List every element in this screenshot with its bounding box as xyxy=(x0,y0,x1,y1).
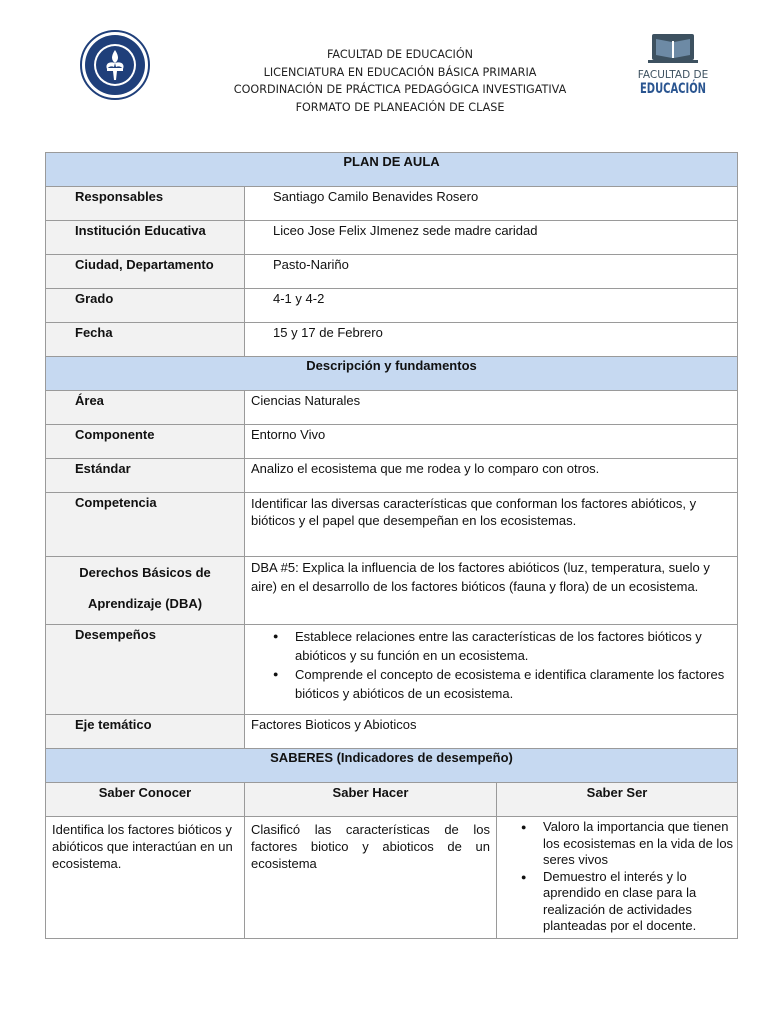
desc-label-competencia: Competencia xyxy=(46,493,245,557)
desc-label-area: Área xyxy=(46,391,245,425)
info-row xyxy=(46,289,738,323)
eje-value: Factores Bioticos y Abioticos xyxy=(245,715,738,749)
info-value-fecha: 15 y 17 de Febrero xyxy=(245,323,738,357)
info-label-ciudad: Ciudad, Departamento xyxy=(46,255,245,289)
info-value-ciudad: Pasto-Nariño xyxy=(245,255,738,289)
info-label-institucion: Institución Educativa xyxy=(46,221,245,255)
info-value-grado: 4-1 y 4-2 xyxy=(245,289,738,323)
saber-conocer-text: Identifica los factores bióticos y abióticos que interactúan en un ecosistema. xyxy=(46,817,245,939)
desc-row xyxy=(46,391,738,425)
facultad-educacion-logo xyxy=(637,30,733,110)
eje-label: Eje temático xyxy=(46,715,245,749)
info-label-grado: Grado xyxy=(46,289,245,323)
list-item: ● Establece relaciones entre las características de los factores bióticos y abióticos y su función en un ecosistema. xyxy=(295,627,737,665)
section-header-row xyxy=(46,749,738,783)
saber-hacer-header: Saber Hacer xyxy=(245,783,497,817)
info-label-responsables: Responsables xyxy=(46,187,245,221)
section-saberes-title: SABERES (Indicadores de desempeño) xyxy=(46,749,738,783)
info-row xyxy=(46,187,738,221)
info-value-institucion: Liceo Jose Felix JImenez sede madre caridad xyxy=(245,221,738,255)
info-row xyxy=(46,221,738,255)
desc-value-area: Ciencias Naturales xyxy=(245,391,738,425)
info-row xyxy=(46,255,738,289)
list-item: ● Comprende el concepto de ecosistema e identifica claramente los factores bióticos y abióticos de un ecosistema. xyxy=(295,665,737,703)
document-header xyxy=(200,46,600,116)
header-line-faculty: FACULTAD DE EDUCACIÓN xyxy=(326,48,473,61)
desc-value-componente: Entorno Vivo xyxy=(245,425,738,459)
info-row xyxy=(46,323,738,357)
desempenos-value xyxy=(245,625,738,715)
university-seal-logo xyxy=(80,30,150,100)
logo-text-educacion: EDUCACIÓN xyxy=(640,81,733,97)
plan-title: PLAN DE AULA xyxy=(46,153,738,187)
desc-row xyxy=(46,425,738,459)
header-line-coordination: COORDINACIÓN DE PRÁCTICA PEDAGÓGICA INVESTIGATIVA xyxy=(233,83,567,96)
saberes-content-row xyxy=(46,817,738,939)
section-header-row xyxy=(46,357,738,391)
saber-conocer-header: Saber Conocer xyxy=(46,783,245,817)
dba-value: DBA #5: Explica la influencia de los factores abióticos (luz, temperatura, suelo y aire) en el desarrollo de los factores bióticos (fauna y flora) de un ecosistema. xyxy=(245,557,738,625)
list-item: ● Valoro la importancia que tienen los ecosistemas en la vida de los seres vivos xyxy=(543,819,737,869)
plan-title-row xyxy=(46,153,738,187)
info-value-responsables: Santiago Camilo Benavides Rosero xyxy=(245,187,738,221)
desc-value-estandar: Analizo el ecosistema que me rodea y lo comparo con otros. xyxy=(245,459,738,493)
saber-ser-cell xyxy=(497,817,738,939)
dba-row xyxy=(46,557,738,625)
eje-row xyxy=(46,715,738,749)
saberes-header-row xyxy=(46,783,738,817)
header-line-format: FORMATO DE PLANEACIÓN DE CLASE xyxy=(295,100,505,114)
desempenos-list xyxy=(245,625,737,703)
desc-row xyxy=(46,493,738,557)
desempenos-row xyxy=(46,625,738,715)
dba-label-line1: Derechos Básicos de xyxy=(79,565,211,580)
desc-row xyxy=(46,459,738,493)
desempenos-label: Desempeños xyxy=(46,625,245,715)
info-label-fecha: Fecha xyxy=(46,323,245,357)
desc-label-componente: Componente xyxy=(46,425,245,459)
dba-label xyxy=(46,557,245,625)
list-item: ● Demuestro el interés y lo aprendido en clase para la realización de actividades planteadas por el docente. xyxy=(543,869,737,935)
logo-text-facultad: FACULTAD DE xyxy=(637,69,709,81)
saber-hacer-text: Clasificó las características de los factores biotico y abioticos de un ecosistema xyxy=(245,817,497,939)
saber-ser-list xyxy=(497,817,737,935)
section-descripcion-title: Descripción y fundamentos xyxy=(46,357,738,391)
plan-de-aula-table xyxy=(45,152,738,939)
header-line-program: LICENCIATURA EN EDUCACIÓN BÁSICA PRIMARIA xyxy=(263,65,537,79)
saber-ser-header: Saber Ser xyxy=(497,783,738,817)
desc-value-competencia: Identificar las diversas características que conforman los factores abióticos, y bióticos y el papel que desempeñan en los ecosistemas. xyxy=(245,493,738,557)
dba-label-line2: Aprendizaje (DBA) xyxy=(87,596,203,611)
desc-label-estandar: Estándar xyxy=(46,459,245,493)
